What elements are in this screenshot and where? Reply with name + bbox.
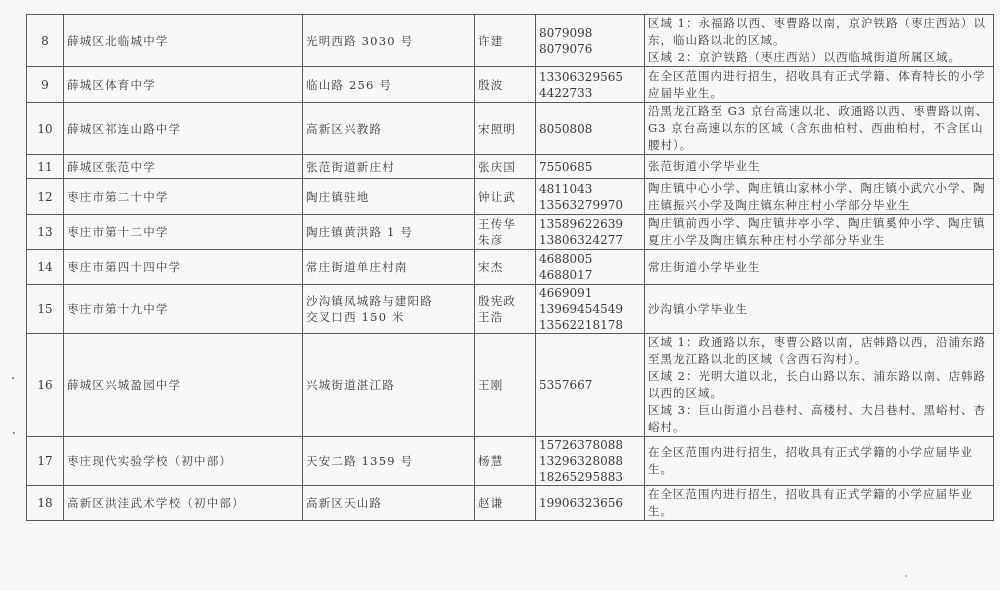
contact-name: 赵谦 [478,496,504,510]
phone-number: 13806324277 [539,233,623,247]
phone-number: 4688005 [539,252,593,266]
school-name: 枣庄市第四十四中学 [64,250,303,285]
school-address [303,103,475,155]
enrollment-range [645,285,994,334]
address-line: 临山路 256 号 [306,77,393,92]
contact-name: 杨慧 [478,454,504,468]
scan-speck [13,432,15,434]
contact-name: 张庆国 [478,159,517,174]
address-line: 交叉口西 150 米 [306,310,405,324]
table-row [27,103,994,155]
phone-number: 4811043 [539,181,593,196]
contact-name: 殷宪政 [478,294,517,308]
enrollment-range [645,179,994,215]
phone-number: 8079076 [539,41,593,56]
range-text: 在全区范围内进行招生，招收具有正式学籍、体育特长的小学应届毕业生。 [648,68,986,100]
phone-number: 4422733 [539,85,593,100]
row-number: 10 [27,103,64,155]
phone-numbers [536,334,645,437]
phone-number: 13969454549 [539,302,623,316]
phone-number: 13563279970 [539,197,623,212]
phone-number: 15726378088 [539,438,623,452]
phone-number: 8050808 [539,121,593,136]
phone-number: 7550685 [539,159,593,174]
school-enrollment-table [26,14,994,521]
school-address [303,215,475,250]
school-name: 枣庄市第二十中学 [64,179,303,215]
address-line: 高新区天山路 [306,496,383,510]
table-row [27,334,994,437]
row-number: 8 [27,15,64,67]
enrollment-range [645,250,994,285]
school-address [303,250,475,285]
phone-number: 4669091 [539,286,593,300]
range-text: 沿黑龙江路至 G3 京台高速以北、政通路以西、枣曹路以南、G3 京台高速以东的区域（含东曲柏村、西曲柏村，不含匡山腰村）。 [648,104,989,152]
phone-numbers [536,215,645,250]
range-text: 在全区范围内进行招生，招收具有正式学籍的小学应届毕业生。 [648,487,973,518]
contact-name: 王刚 [478,378,504,392]
table-row [27,486,994,521]
phone-numbers [536,155,645,179]
school-address [303,334,475,437]
range-text: 在全区范围内进行招生，招收具有正式学籍的小学应届毕业生。 [648,445,973,476]
phone-numbers [536,285,645,334]
contact-name: 王传华 [478,217,517,231]
phone-numbers [536,179,645,215]
school-address [303,285,475,334]
school-address [303,486,475,521]
address-line: 陶庄镇黄洪路 1 号 [306,225,414,239]
row-number: 14 [27,250,64,285]
address-line: 高新区兴教路 [306,121,383,136]
row-number: 9 [27,67,64,103]
school-name: 薛城区兴城盈园中学 [64,334,303,437]
enrollment-range [645,15,994,67]
range-text: 区域 1：永福路以西、枣曹路以南，京沪铁路（枣庄西站）以东，临山路以北的区域。 [648,16,986,47]
range-text: 陶庄镇前西小学、陶庄镇井亭小学、陶庄镇奚仲小学、陶庄镇夏庄小学及陶庄镇东种庄村小学部分毕业生 [648,216,986,247]
row-number: 15 [27,285,64,334]
school-name: 薛城区体育中学 [64,67,303,103]
table-row [27,155,994,179]
contact-person [475,250,536,285]
phone-numbers [536,486,645,521]
address-line: 天安二路 1359 号 [306,454,414,468]
phone-number: 13296328088 [539,454,623,468]
contact-name: 朱彦 [478,233,504,247]
address-line: 光明西路 3030 号 [306,33,414,48]
school-name: 薛城区祁连山路中学 [64,103,303,155]
range-text: 区域 2：京沪铁路（枣庄西站）以西临城街道所属区域。 [648,50,961,64]
phone-numbers [536,437,645,486]
phone-number: 13306329565 [539,69,623,84]
range-text: 区域 3：巨山街道小吕巷村、高楼村、大吕巷村、黑峪村、杏峪村。 [648,403,986,434]
enrollment-range [645,67,994,103]
contact-person [475,334,536,437]
phone-numbers [536,67,645,103]
range-text: 张范街道小学毕业生 [648,159,761,173]
contact-person [475,179,536,215]
school-name: 枣庄市第十二中学 [64,215,303,250]
phone-numbers [536,250,645,285]
table-row [27,250,994,285]
contact-person [475,215,536,250]
school-name: 枣庄市第十九中学 [64,285,303,334]
phone-number: 18265295883 [539,470,623,484]
address-line: 常庄街道单庄村南 [306,260,408,274]
range-text: 区域 2：光明大道以北，长白山路以东、浦东路以南、店韩路以西的区域。 [648,369,986,400]
table-row [27,437,994,486]
scan-speck [905,575,907,577]
range-text: 常庄街道小学毕业生 [648,259,761,274]
phone-number: 8079098 [539,25,593,40]
row-number: 13 [27,215,64,250]
contact-person [475,486,536,521]
school-address [303,15,475,67]
contact-name: 许建 [478,33,504,48]
phone-number: 19906323656 [539,496,623,510]
address-line: 张范街道新庄村 [306,159,395,174]
phone-number: 4688017 [539,268,593,282]
school-address [303,67,475,103]
table-row [27,67,994,103]
school-name: 枣庄现代实验学校（初中部） [64,437,303,486]
contact-person [475,437,536,486]
contact-person [475,155,536,179]
table-row [27,215,994,250]
address-line: 兴城街道湛江路 [306,378,395,392]
contact-person [475,67,536,103]
contact-person [475,285,536,334]
row-number: 17 [27,437,64,486]
school-address [303,437,475,486]
table-row [27,179,994,215]
school-address [303,155,475,179]
row-number: 12 [27,179,64,215]
address-line: 陶庄镇驻地 [306,189,370,204]
phone-number: 13589622639 [539,217,623,231]
row-number: 18 [27,486,64,521]
address-line: 沙沟镇凤城路与建阳路 [306,294,433,308]
school-name: 薛城区张范中学 [64,155,303,179]
enrollment-range [645,334,994,437]
phone-numbers [536,15,645,67]
range-text: 区域 1：政通路以东，枣曹公路以南，店韩路以西，沿浦东路至黑龙江路以北的区域（含西石沟村）。 [648,335,986,366]
enrollment-range [645,215,994,250]
contact-person [475,103,536,155]
range-text: 陶庄镇中心小学、陶庄镇山家林小学、陶庄镇小武穴小学、陶庄镇振兴小学及陶庄镇东种庄村小学部分毕业生 [648,180,986,212]
row-number: 11 [27,155,64,179]
contact-person [475,15,536,67]
table-row [27,15,994,67]
phone-number: 13562218178 [539,318,623,332]
contact-name: 钟让武 [478,189,517,204]
school-name: 薛城区北临城中学 [64,15,303,67]
scan-speck [12,377,14,379]
contact-name: 王浩 [478,310,504,324]
row-number: 16 [27,334,64,437]
enrollment-range [645,437,994,486]
enrollment-range [645,155,994,179]
contact-name: 殷波 [478,77,504,92]
school-address [303,179,475,215]
phone-number: 5357667 [539,378,593,392]
range-text: 沙沟镇小学毕业生 [648,301,748,316]
contact-name: 宋杰 [478,260,504,274]
phone-numbers [536,103,645,155]
table-row [27,285,994,334]
enrollment-range [645,486,994,521]
contact-name: 宋照明 [478,121,517,136]
enrollment-range [645,103,994,155]
school-name: 高新区洪洼武术学校（初中部） [64,486,303,521]
